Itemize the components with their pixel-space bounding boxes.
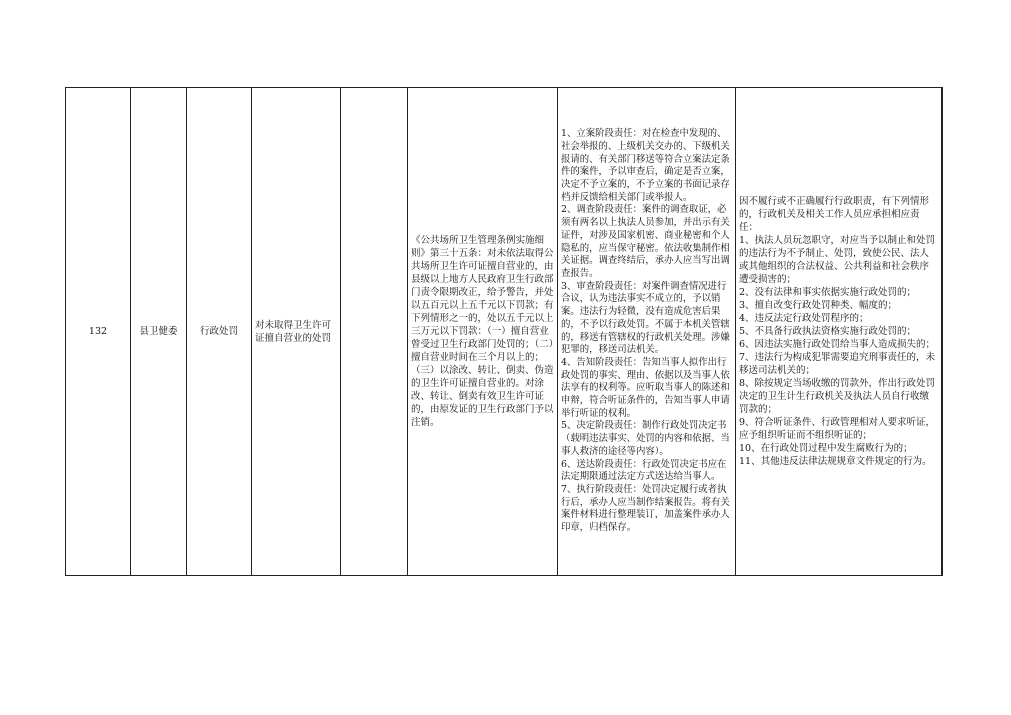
category: 行政处罚 — [199, 326, 238, 337]
responsibility-item: 7、执行阶段责任：处罚决定履行或者执行后，承办人应当制作结案报告。将有关案件材料进行整理装订，加盖案件承办人印章，归档保存。 — [561, 483, 730, 534]
accountability-item: 3、擅自改变行政处罚种类、幅度的； — [739, 300, 898, 311]
accountability-cell — [736, 88, 942, 576]
accountability-list — [739, 195, 938, 468]
responsibility-item: 5、决定阶段责任：制作行政处罚决定书（载明违法事实、处罚的内容和依据、当事人救济的途径等内容）。 — [561, 420, 730, 457]
row-number: 132 — [88, 326, 108, 337]
basis-cell — [408, 88, 558, 576]
category-cell — [187, 88, 252, 576]
accountability-item: 8、除按规定当场收缴的罚款外，作出行政处罚决定的卫生计生行政机关及执法人员自行收缴罚款的； — [739, 378, 936, 415]
empty-cell — [341, 88, 408, 576]
accountability-item: 2、没有法律和事实依据实施行政处罚的； — [739, 287, 917, 298]
responsibility-list — [561, 128, 732, 535]
responsibility-item: 4、告知阶段责任：告知当事人拟作出行政处罚的事实、理由、依据以及当事人依法享有的权利等。应听取当事人的陈述和申辩，符合听证条件的，告知当事人申请举行听证的权利。 — [561, 356, 730, 419]
accountability-item: 因不履行或不正确履行行政职责，有下列情形的，行政机关及相关工作人员应承担相应责任： — [739, 196, 930, 233]
accountability-item: 11、其他违反法律法规规章文件规定的行为。 — [739, 456, 932, 467]
accountability-item: 5、不具备行政执法资格实施行政处罚的； — [739, 326, 917, 337]
accountability-item: 4、违反法定行政处罚程序的； — [739, 313, 869, 324]
responsibility-item: 2、调查阶段责任：案件的调查取证，必须有两名以上执法人员参加，并出示有关证件，对涉及国家机密、商业秘密和个人隐私的，应当保守秘密。依法收集制作相关证据。调查终结后，承办人应当写出调查报告。 — [561, 204, 730, 279]
accountability-item: 10、在行政处罚过程中发生腐败行为的； — [739, 443, 913, 454]
responsibility-cell — [558, 88, 736, 576]
responsibility-item: 3、审查阶段责任：对案件调查情况进行合议，认为违法事实不成立的，予以销案。违法行为轻微，没有造成危害后果的，不予以行政处罚。不属于本机关管辖的，移送有管辖权的行政机关处理。涉嫌犯罪的，移送司法机关。 — [561, 280, 730, 356]
table-row — [66, 88, 943, 576]
responsibility-item: 6、送达阶段责任：行政处罚决定书应在法定期限通过法定方式送达给当事人。 — [561, 458, 727, 483]
department: 县卫健委 — [139, 326, 178, 337]
authority-table — [65, 87, 943, 576]
item-name: 对未取得卫生许可证擅自营业的处罚 — [255, 319, 332, 344]
legal-basis-text: 《公共场所卫生管理条例实施细则》第三十五条：对未依法取得公共场所卫生许可证擅自营业的，由县级以上地方人民政府卫生行政部门责令限期改正，给予警告，并处以五百元以上五千元以下罚款；有下列情形之一的，处以五千元以上三万元以下罚款：（一）擅自营业曾受过卫生行政部门处罚的；（二）擅自营业时间在三个月以上的；（三）以涂改、转让、倒卖、伪造的卫生许可证擅自营业的。对涂改、转让、倒卖有效卫生许可证的，由原发证的卫生行政部门予以注销。 — [411, 235, 554, 428]
responsibility-item: 1、立案阶段责任：对在检查中发现的、社会举报的、上级机关交办的、下级机关报请的、有关部门移送等符合立案法定条件的案件，予以审查后，确定是否立案，决定不予立案的，不予立案的书面记录存档并反馈给相关部门或举报人。 — [561, 128, 730, 203]
accountability-item: 7、违法行为构成犯罪需要追究刑事责任的，未移送司法机关的； — [739, 352, 936, 376]
accountability-item: 9、符合听证条件、行政管理相对人要求听证，应予组织听证而不组织听证的； — [739, 417, 936, 441]
accountability-item: 6、因违法实施行政处罚给当事人造成损失的； — [739, 339, 936, 350]
empty-cell — [942, 88, 943, 576]
department-cell — [131, 88, 187, 576]
item-name-cell — [252, 88, 341, 576]
row-number-cell — [66, 88, 131, 576]
accountability-item: 1、执法人员玩忽职守，对应当予以制止和处罚的违法行为不予制止、处罚，致使公民、法人或其他组织的合法权益、公共利益和社会秩序遭受损害的； — [739, 235, 936, 285]
